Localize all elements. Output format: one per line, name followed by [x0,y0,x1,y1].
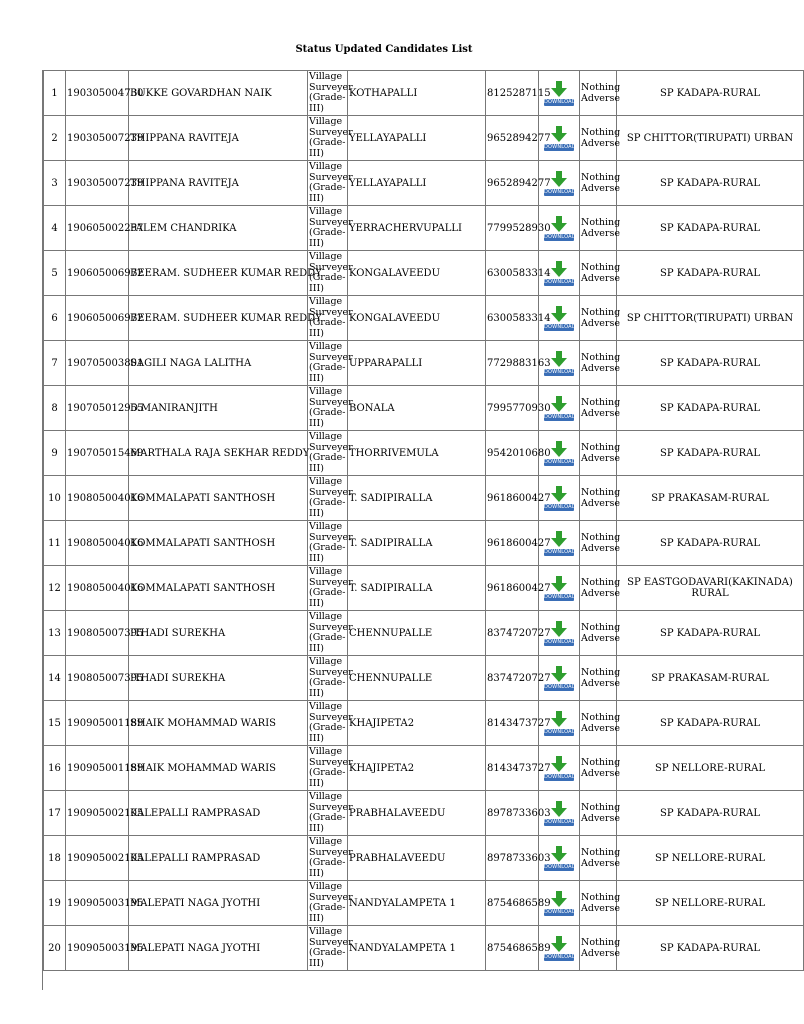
post-name: Village Surveyer (Grade-III) [309,521,353,564]
download-button[interactable] [544,171,574,196]
candidate-name: THIPPANA RAVITEJA [129,161,308,206]
police-office: SP PRAKASAM-RURAL [617,476,804,521]
mobile-number: 8754686589 [486,881,539,926]
download-label: DOWNLOAD [544,503,576,510]
page-title: Status Updated Candidates List [295,44,473,55]
village-name: YELLAYAPALLI [348,116,486,161]
table-row [44,341,804,386]
download-button[interactable] [544,531,574,556]
village-name: THORRIVEMULA [348,431,486,476]
post-name: Village Surveyer (Grade-III) [309,161,353,204]
download-label: DOWNLOAD [544,143,576,150]
village-name: UPPARAPALLI [348,341,486,386]
serial-number: 3 [44,161,66,206]
serial-number: 10 [44,476,66,521]
police-office: SP NELLORE-RURAL [617,881,804,926]
download-label: DOWNLOAD [544,638,576,645]
download-label: DOWNLOAD [544,278,576,285]
post-name: Village Surveyer (Grade-III) [309,791,353,834]
mobile-number: 9652894277 [486,116,539,161]
mobile-number: 9618600427 [486,521,539,566]
download-cell [539,341,580,386]
mobile-number: 8374720727 [486,656,539,701]
download-arrow-icon [550,486,568,503]
download-cell [539,206,580,251]
candidate-name: SHAIK MOHAMMAD WARIS [129,701,308,746]
candidate-name: ITHADI SUREKHA [129,611,308,656]
serial-number: 4 [44,206,66,251]
remarks: Nothing Adverse [580,836,617,881]
download-cell [539,251,580,296]
serial-number: 12 [44,566,66,611]
police-office: SP KADAPA-RURAL [617,521,804,566]
post-name: Village Surveyer (Grade-III) [309,386,353,429]
police-office: SP CHITTOR(TIRUPATI) URBAN [617,296,804,341]
police-office: SP KADAPA-RURAL [617,341,804,386]
download-button[interactable] [544,126,574,151]
remarks: Nothing Adverse [580,251,617,296]
post-name: Village Surveyer (Grade-III) [309,656,353,699]
mobile-number: 8374720727 [486,611,539,656]
serial-number: 19 [44,881,66,926]
download-cell [539,836,580,881]
table-row [44,611,804,656]
post-name: Village Surveyer (Grade-III) [309,611,353,654]
serial-number: 14 [44,656,66,701]
table-row [44,296,804,341]
table-row [44,791,804,836]
candidate-id: 190705012955 [66,386,129,431]
candidate-id: 190905002105 [66,836,129,881]
download-arrow-icon [550,441,568,458]
serial-number: 2 [44,116,66,161]
candidate-id: 190805004016 [66,476,129,521]
download-cell [539,71,580,116]
candidates-table-container [42,70,794,990]
download-button[interactable] [544,216,574,241]
remarks: Nothing Adverse [580,386,617,431]
village-name: KOTHAPALLI [348,71,486,116]
mobile-number: 9618600427 [486,476,539,521]
post-name: Village Surveyer (Grade-III) [309,836,353,879]
table-row [44,431,804,476]
police-office: SP KADAPA-RURAL [617,206,804,251]
serial-number: 16 [44,746,66,791]
police-office: SP NELLORE-RURAL [617,836,804,881]
candidate-name: KALEPALLI RAMPRASAD [129,791,308,836]
serial-number: 8 [44,386,66,431]
candidate-id: 190805004016 [66,521,129,566]
serial-number: 18 [44,836,66,881]
download-label: DOWNLOAD [544,683,576,690]
mobile-number: 8143473727 [486,746,539,791]
table-body [44,71,804,971]
village-name: KONGALAVEEDU [348,296,486,341]
download-arrow-icon [550,531,568,548]
remarks: Nothing Adverse [580,116,617,161]
table-row [44,71,804,116]
download-arrow-icon [550,126,568,143]
candidate-name: KALEPALLI RAMPRASAD [129,836,308,881]
download-cell [539,611,580,656]
download-label: DOWNLOAD [544,953,576,960]
remarks: Nothing Adverse [580,161,617,206]
download-button[interactable] [544,891,574,916]
candidate-id: 190905003195 [66,926,129,971]
remarks: Nothing Adverse [580,431,617,476]
post-name: Village Surveyer (Grade-III) [309,116,353,159]
mobile-number: 8125287115 [486,71,539,116]
download-label: DOWNLOAD [544,863,576,870]
table-row [44,251,804,296]
remarks: Nothing Adverse [580,746,617,791]
serial-number: 9 [44,431,66,476]
candidate-name: D.MANIRANJITH [129,386,308,431]
candidate-name: MALEPATI NAGA JYOTHI [129,926,308,971]
police-office: SP KADAPA-RURAL [617,701,804,746]
post-name: Village Surveyer (Grade-III) [309,431,353,474]
remarks: Nothing Adverse [580,341,617,386]
village-name: YERRACHERVUPALLI [348,206,486,251]
police-office: SP CHITTOR(TIRUPATI) URBAN [617,116,804,161]
candidate-name: SHAIK MOHAMMAD WARIS [129,746,308,791]
village-name: BONALA [348,386,486,431]
candidate-id: 190805004016 [66,566,129,611]
download-label: DOWNLOAD [544,458,576,465]
download-cell [539,476,580,521]
download-cell [539,746,580,791]
download-arrow-icon [550,261,568,278]
download-button[interactable] [544,756,574,781]
download-label: DOWNLOAD [544,98,576,105]
download-cell [539,566,580,611]
candidate-id: 190605006972 [66,251,129,296]
download-label: DOWNLOAD [544,413,576,420]
candidate-name: MALEPATI NAGA JYOTHI [129,881,308,926]
table-row [44,926,804,971]
candidate-id: 190905002105 [66,791,129,836]
village-name: KONGALAVEEDU [348,251,486,296]
mobile-number: 8978733603 [486,791,539,836]
candidate-id: 190305007239 [66,161,129,206]
mobile-number: 6300583314 [486,251,539,296]
download-arrow-icon [550,666,568,683]
candidate-name: THIPPANA RAVITEJA [129,116,308,161]
post-name: Village Surveyer (Grade-III) [309,566,353,609]
candidate-name: BEERAM. SUDHEER KUMAR REDDY [129,251,308,296]
mobile-number: 7995770930 [486,386,539,431]
download-label: DOWNLOAD [544,818,576,825]
police-office: SP KADAPA-RURAL [617,791,804,836]
candidate-id: 190905001189 [66,746,129,791]
post-name: Village Surveyer (Grade-III) [309,701,353,744]
mobile-number: 9652894277 [486,161,539,206]
download-cell [539,116,580,161]
download-button[interactable] [544,621,574,646]
police-office: SP KADAPA-RURAL [617,926,804,971]
download-button[interactable] [544,306,574,331]
table-row [44,881,804,926]
police-office: SP PRAKASAM-RURAL [617,656,804,701]
serial-number: 13 [44,611,66,656]
remarks: Nothing Adverse [580,611,617,656]
remarks: Nothing Adverse [580,656,617,701]
download-arrow-icon [550,306,568,323]
village-name: PRABHALAVEEDU [348,791,486,836]
mobile-number: 8978733603 [486,836,539,881]
download-cell [539,161,580,206]
village-name: KHAJIPETA2 [348,701,486,746]
download-arrow-icon [550,216,568,233]
serial-number: 15 [44,701,66,746]
village-name: CHENNUPALLE [348,656,486,701]
download-cell [539,881,580,926]
candidate-id: 190605002257 [66,206,129,251]
post-name: Village Surveyer (Grade-III) [309,251,353,294]
post-name: Village Surveyer (Grade-III) [309,71,353,114]
candidate-name: MARTHALA RAJA SEKHAR REDDY [129,431,308,476]
serial-number: 17 [44,791,66,836]
download-arrow-icon [550,171,568,188]
police-office: SP KADAPA-RURAL [617,251,804,296]
download-cell [539,296,580,341]
download-arrow-icon [550,801,568,818]
table-row [44,206,804,251]
download-button[interactable] [544,846,574,871]
police-office: SP NELLORE-RURAL [617,746,804,791]
remarks: Nothing Adverse [580,881,617,926]
post-name: Village Surveyer (Grade-III) [309,476,353,519]
police-office: SP KADAPA-RURAL [617,611,804,656]
post-name: Village Surveyer (Grade-III) [309,881,353,924]
village-name: CHENNUPALLE [348,611,486,656]
table-row [44,476,804,521]
download-arrow-icon [550,351,568,368]
post-name: Village Surveyer (Grade-III) [309,296,353,339]
download-arrow-icon [550,396,568,413]
download-cell [539,521,580,566]
candidate-name: KOMMALAPATI SANTHOSH [129,521,308,566]
remarks: Nothing Adverse [580,476,617,521]
serial-number: 11 [44,521,66,566]
village-name: YELLAYAPALLI [348,161,486,206]
serial-number: 7 [44,341,66,386]
remarks: Nothing Adverse [580,71,617,116]
download-label: DOWNLOAD [544,908,576,915]
download-button[interactable] [544,396,574,421]
download-label: DOWNLOAD [544,773,576,780]
police-office: SP KADAPA-RURAL [617,386,804,431]
candidate-id: 190805007395 [66,611,129,656]
candidate-id: 190905001189 [66,701,129,746]
remarks: Nothing Adverse [580,296,617,341]
police-office: SP KADAPA-RURAL [617,71,804,116]
village-name: PRABHALAVEEDU [348,836,486,881]
table-row [44,836,804,881]
candidate-id: 190805007395 [66,656,129,701]
police-office: SP EASTGODAVARI(KAKINADA) RURAL [617,566,804,611]
remarks: Nothing Adverse [580,206,617,251]
remarks: Nothing Adverse [580,791,617,836]
download-button[interactable] [544,801,574,826]
download-button[interactable] [544,261,574,286]
download-label: DOWNLOAD [544,233,576,240]
download-arrow-icon [550,711,568,728]
download-label: DOWNLOAD [544,548,576,555]
candidates-table [43,70,804,971]
download-label: DOWNLOAD [544,368,576,375]
serial-number: 20 [44,926,66,971]
remarks: Nothing Adverse [580,926,617,971]
candidate-id: 190705003801 [66,341,129,386]
download-button[interactable] [544,711,574,736]
mobile-number: 8143473727 [486,701,539,746]
table-row [44,161,804,206]
table-row [44,386,804,431]
download-button[interactable] [544,441,574,466]
table-row [44,521,804,566]
download-arrow-icon [550,891,568,908]
table-row [44,116,804,161]
candidate-id: 190705015469 [66,431,129,476]
remarks: Nothing Adverse [580,566,617,611]
remarks: Nothing Adverse [580,701,617,746]
download-button[interactable] [544,351,574,376]
download-label: DOWNLOAD [544,593,576,600]
mobile-number: 7729883163 [486,341,539,386]
serial-number: 5 [44,251,66,296]
table-row [44,566,804,611]
village-name: T. SADIPIRALLA [348,566,486,611]
village-name: NANDYALAMPETA 1 [348,881,486,926]
download-arrow-icon [550,576,568,593]
post-name: Village Surveyer (Grade-III) [309,746,353,789]
download-label: DOWNLOAD [544,728,576,735]
mobile-number: 8754686589 [486,926,539,971]
mobile-number: 9618600427 [486,566,539,611]
download-cell [539,701,580,746]
download-cell [539,431,580,476]
candidate-id: 190305007239 [66,116,129,161]
mobile-number: 6300583314 [486,296,539,341]
candidate-name: BUKKE GOVARDHAN NAIK [129,71,308,116]
download-button[interactable] [544,576,574,601]
download-button[interactable] [544,81,574,106]
download-button[interactable] [544,486,574,511]
download-label: DOWNLOAD [544,188,576,195]
post-name: Village Surveyer (Grade-III) [309,926,353,969]
serial-number: 6 [44,296,66,341]
village-name: NANDYALAMPETA 1 [348,926,486,971]
download-arrow-icon [550,621,568,638]
table-row [44,656,804,701]
table-row [44,701,804,746]
post-name: Village Surveyer (Grade-III) [309,206,353,249]
serial-number: 1 [44,71,66,116]
candidate-name: KOMMALAPATI SANTHOSH [129,476,308,521]
village-name: T. SADIPIRALLA [348,476,486,521]
download-cell [539,386,580,431]
download-arrow-icon [550,81,568,98]
download-cell [539,656,580,701]
table-row [44,746,804,791]
police-office: SP KADAPA-RURAL [617,161,804,206]
candidate-name: SAGILI NAGA LALITHA [129,341,308,386]
download-arrow-icon [550,756,568,773]
candidate-id: 190305004730 [66,71,129,116]
candidate-name: BEERAM. SUDHEER KUMAR REDDY [129,296,308,341]
download-label: DOWNLOAD [544,323,576,330]
police-office: SP KADAPA-RURAL [617,431,804,476]
candidate-id: 190905003195 [66,881,129,926]
candidate-name: KOMMALAPATI SANTHOSH [129,566,308,611]
mobile-number: 9542010680 [486,431,539,476]
candidate-name: ITHADI SUREKHA [129,656,308,701]
download-cell [539,791,580,836]
candidate-name: PALEM CHANDRIKA [129,206,308,251]
download-cell [539,926,580,971]
remarks: Nothing Adverse [580,521,617,566]
village-name: KHAJIPETA2 [348,746,486,791]
download-button[interactable] [544,666,574,691]
download-arrow-icon [550,936,568,953]
download-button[interactable] [544,936,574,961]
village-name: T. SADIPIRALLA [348,521,486,566]
post-name: Village Surveyer (Grade-III) [309,341,353,384]
mobile-number: 7799528930 [486,206,539,251]
download-arrow-icon [550,846,568,863]
candidate-id: 190605006972 [66,296,129,341]
